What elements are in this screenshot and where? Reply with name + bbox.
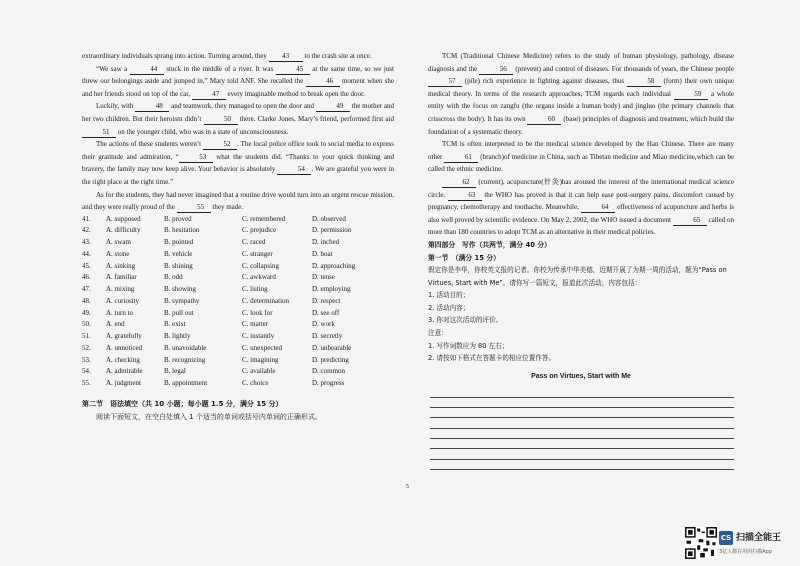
option-row-49: 49. A. turn to B. pull out C. look for D. see off bbox=[82, 308, 340, 317]
blank-56: 56 bbox=[479, 65, 513, 75]
blank-43: 43 bbox=[269, 52, 303, 62]
option-row-51: 51. A. gratefully B. lightly C. instantly D. secretly bbox=[82, 332, 343, 341]
blank-45: 45 bbox=[276, 65, 310, 75]
blank-54: 54 bbox=[277, 165, 311, 175]
passage-paragraph-5: As for the students, they had never imagined that a routine drive would turn into an urgent rescue mission, and they were really proud of the 55 they made. bbox=[82, 190, 394, 212]
right-column bbox=[428, 50, 734, 470]
blank-57: 57 bbox=[428, 77, 462, 87]
blank-48: 48 bbox=[135, 102, 169, 112]
passage-paragraph-3: Luckily, with 48 and teamwork, they managed to open the door and 49 the mother and her two children. But their heroism didn’t 50 there. Clarke Jones, Mary’s friend, performed first aid 51 on the younger child, who was in a state of unconsciousness. bbox=[82, 102, 394, 136]
tcm-paragraph-1: TCM (Traditional Chinese Medicine) refers to the study of human physiology, pathology, disease diagnosis and the 56 (prevent) and control of diseases. For thousands of years, the Chinese people 57 (pile) rich experience in fighting against diseases, thus 58 (form) their own unique medical theory. In terms of the research approaches, TCM regards each individual 59 a whole entity with the focus on zangfu (the organs inside a human body) and jingluo (the primary channels that crisscross the body). It has its own 60 (base) principles of diagnosis and treatment, which build the foundation of a systematic theory. bbox=[428, 52, 735, 136]
section2-title: 第二节 语法填空（共 10 小题；每小题 1.5 分，满分 15 分） bbox=[82, 399, 283, 408]
scanner-app-tagline: 3亿人都在用的扫描App bbox=[719, 549, 772, 555]
note-2: 2. 请按如下格式在答题卡的相应位置作答。 bbox=[428, 354, 556, 363]
tcm-paragraph-3: 62 (current), acupuncture(针灸)has aroused the interest of the international medical science circle. 63 the WHO has proved is that it can help ease post-surgery pains, discomfort caused by pregnancy, chemotherapy and toothache. Meanwhile, 64 effectiveness of acupuncture and herbs is also well proved by scientific evidence. On May 2, 2002, the WHO issued a document 65 called on more than 180 countries to adopt TCM as an alternative in their medical policies. bbox=[428, 177, 735, 237]
blank-47: 47 bbox=[192, 90, 226, 100]
option-row-45: 45. A. sinking B. shining C. collapsing D. approaching bbox=[82, 261, 356, 270]
blank-60: 60 bbox=[527, 115, 561, 125]
option-row-53: 53. A. checking B. recognizing C. imagining D. predicting bbox=[82, 355, 349, 364]
blank-64: 64 bbox=[581, 203, 615, 213]
answer-line bbox=[430, 429, 734, 439]
passage-paragraph-4: The actions of these students weren’t 52 . The local police office took to social media to express their gratitude and admiration, “ 53 what the students did. “Thanks to your quick thinking and bravery, the family may now keep alive. Your behavior is absolutely 54 . We are grateful you were in the right place at the right time.” bbox=[82, 140, 395, 186]
blank-52: 52 bbox=[203, 140, 237, 150]
option-row-47: 47. A. mixing B. showing C. listing D. employing bbox=[82, 285, 351, 294]
answer-line bbox=[430, 387, 734, 397]
blank-61: 61 bbox=[444, 153, 478, 163]
scanner-app-name: 扫描全能王 bbox=[736, 533, 782, 543]
passage-paragraph-1: extraordinary individuals sprang into action. Turning around, they 43 to the crash site at once. bbox=[82, 52, 372, 60]
note-1: 1. 写作词数应为 80 左右； bbox=[428, 341, 509, 350]
writing-item-2: 2. 活动内容； bbox=[428, 303, 470, 312]
section2-instruction: 阅读下面短文，在空白处填入 1 个适当的单词或括号内单词的正确形式。 bbox=[96, 412, 322, 421]
qr-code-icon bbox=[685, 527, 717, 559]
writing-item-3: 3. 你对这次活动的评价。 bbox=[428, 316, 503, 325]
writing-item-1: 1. 活动目的； bbox=[428, 291, 470, 300]
page-number: 5 bbox=[406, 484, 409, 490]
blank-59: 59 bbox=[674, 90, 708, 100]
essay-title: Pass on Virtues, Start with Me bbox=[531, 372, 631, 380]
answer-line bbox=[430, 418, 734, 428]
option-row-44: 44. A. stone B. vehicle C. stranger D. boat bbox=[82, 249, 333, 258]
camscanner-logo-icon: CS bbox=[719, 531, 733, 545]
part4-title: 第四部分 写作（共两节，满分 40 分） bbox=[428, 240, 551, 249]
option-row-42: 42. A. difficulty B. hesitation C. prejudice D. permission bbox=[82, 226, 352, 235]
blank-55: 55 bbox=[177, 203, 211, 213]
option-row-46: 46. A. familiar B. odd C. awkward D. tense bbox=[82, 273, 335, 282]
option-row-41: 41. A. supposed B. proved C. remembered D. observed bbox=[82, 214, 346, 223]
answer-line bbox=[430, 408, 734, 418]
option-row-55: 55. A. judgment B. appointment C. choice D. progress bbox=[82, 379, 345, 388]
note-label: 注意： bbox=[428, 329, 448, 338]
option-row-54: 54. A. admirable B. legal C. available D. common bbox=[82, 367, 346, 376]
answer-line bbox=[430, 439, 734, 449]
blank-63: 63 bbox=[448, 191, 482, 201]
option-row-52: 52. A. unnoticed B. unavoidable C. unexpected D. unbearable bbox=[82, 343, 352, 352]
answer-line bbox=[430, 460, 734, 470]
blank-58: 58 bbox=[627, 77, 661, 87]
passage-paragraph-2: “We saw a 44 stuck in the middle of a river. It was 45 at the same time, so we just threw our belongings aside and jumped in,” Mary told ANF. She recalled the 46 moment when she and her friends stood on top of the car, 47 every imaginable method to break open the door. bbox=[82, 64, 394, 98]
blank-51: 51 bbox=[82, 128, 116, 138]
option-row-43: 43. A. swam B. pointed C. raced D. inched bbox=[82, 238, 340, 247]
writing-prompt: 假定你是李华，你校英文报的记者。你校为传承中华美德，近期开展了为期一周的活动，题为“Pass on Virtues, Start with Me”。请你写一篇短文，报道此次活动，内容包括： bbox=[428, 266, 727, 287]
blank-65: 65 bbox=[673, 216, 707, 226]
answer-line bbox=[430, 449, 734, 459]
answer-lines bbox=[428, 387, 734, 469]
blank-62: 62 bbox=[442, 178, 476, 188]
section1-title: 第一节 （满分 15 分） bbox=[428, 253, 500, 262]
tcm-paragraph-2: TCM is often interpreted to be the medical science developed by the Han Chinese. There are many other 61 (branch)of medicine in China, such as Tibetan medicine and Miao medicine,which can be called the ethnic medicine. bbox=[428, 140, 734, 174]
option-row-50: 50. A. end B. exist C. matter D. work bbox=[82, 320, 335, 329]
option-row-48: 48. A. curiosity B. sympathy C. determination D. respect bbox=[82, 296, 341, 305]
answer-line bbox=[430, 398, 734, 408]
blank-46: 46 bbox=[306, 77, 340, 87]
blank-49: 49 bbox=[316, 102, 350, 112]
blank-50: 50 bbox=[204, 115, 238, 125]
left-column bbox=[82, 50, 394, 423]
blank-53: 53 bbox=[179, 153, 213, 163]
options-list bbox=[82, 214, 394, 390]
blank-44: 44 bbox=[130, 65, 164, 75]
